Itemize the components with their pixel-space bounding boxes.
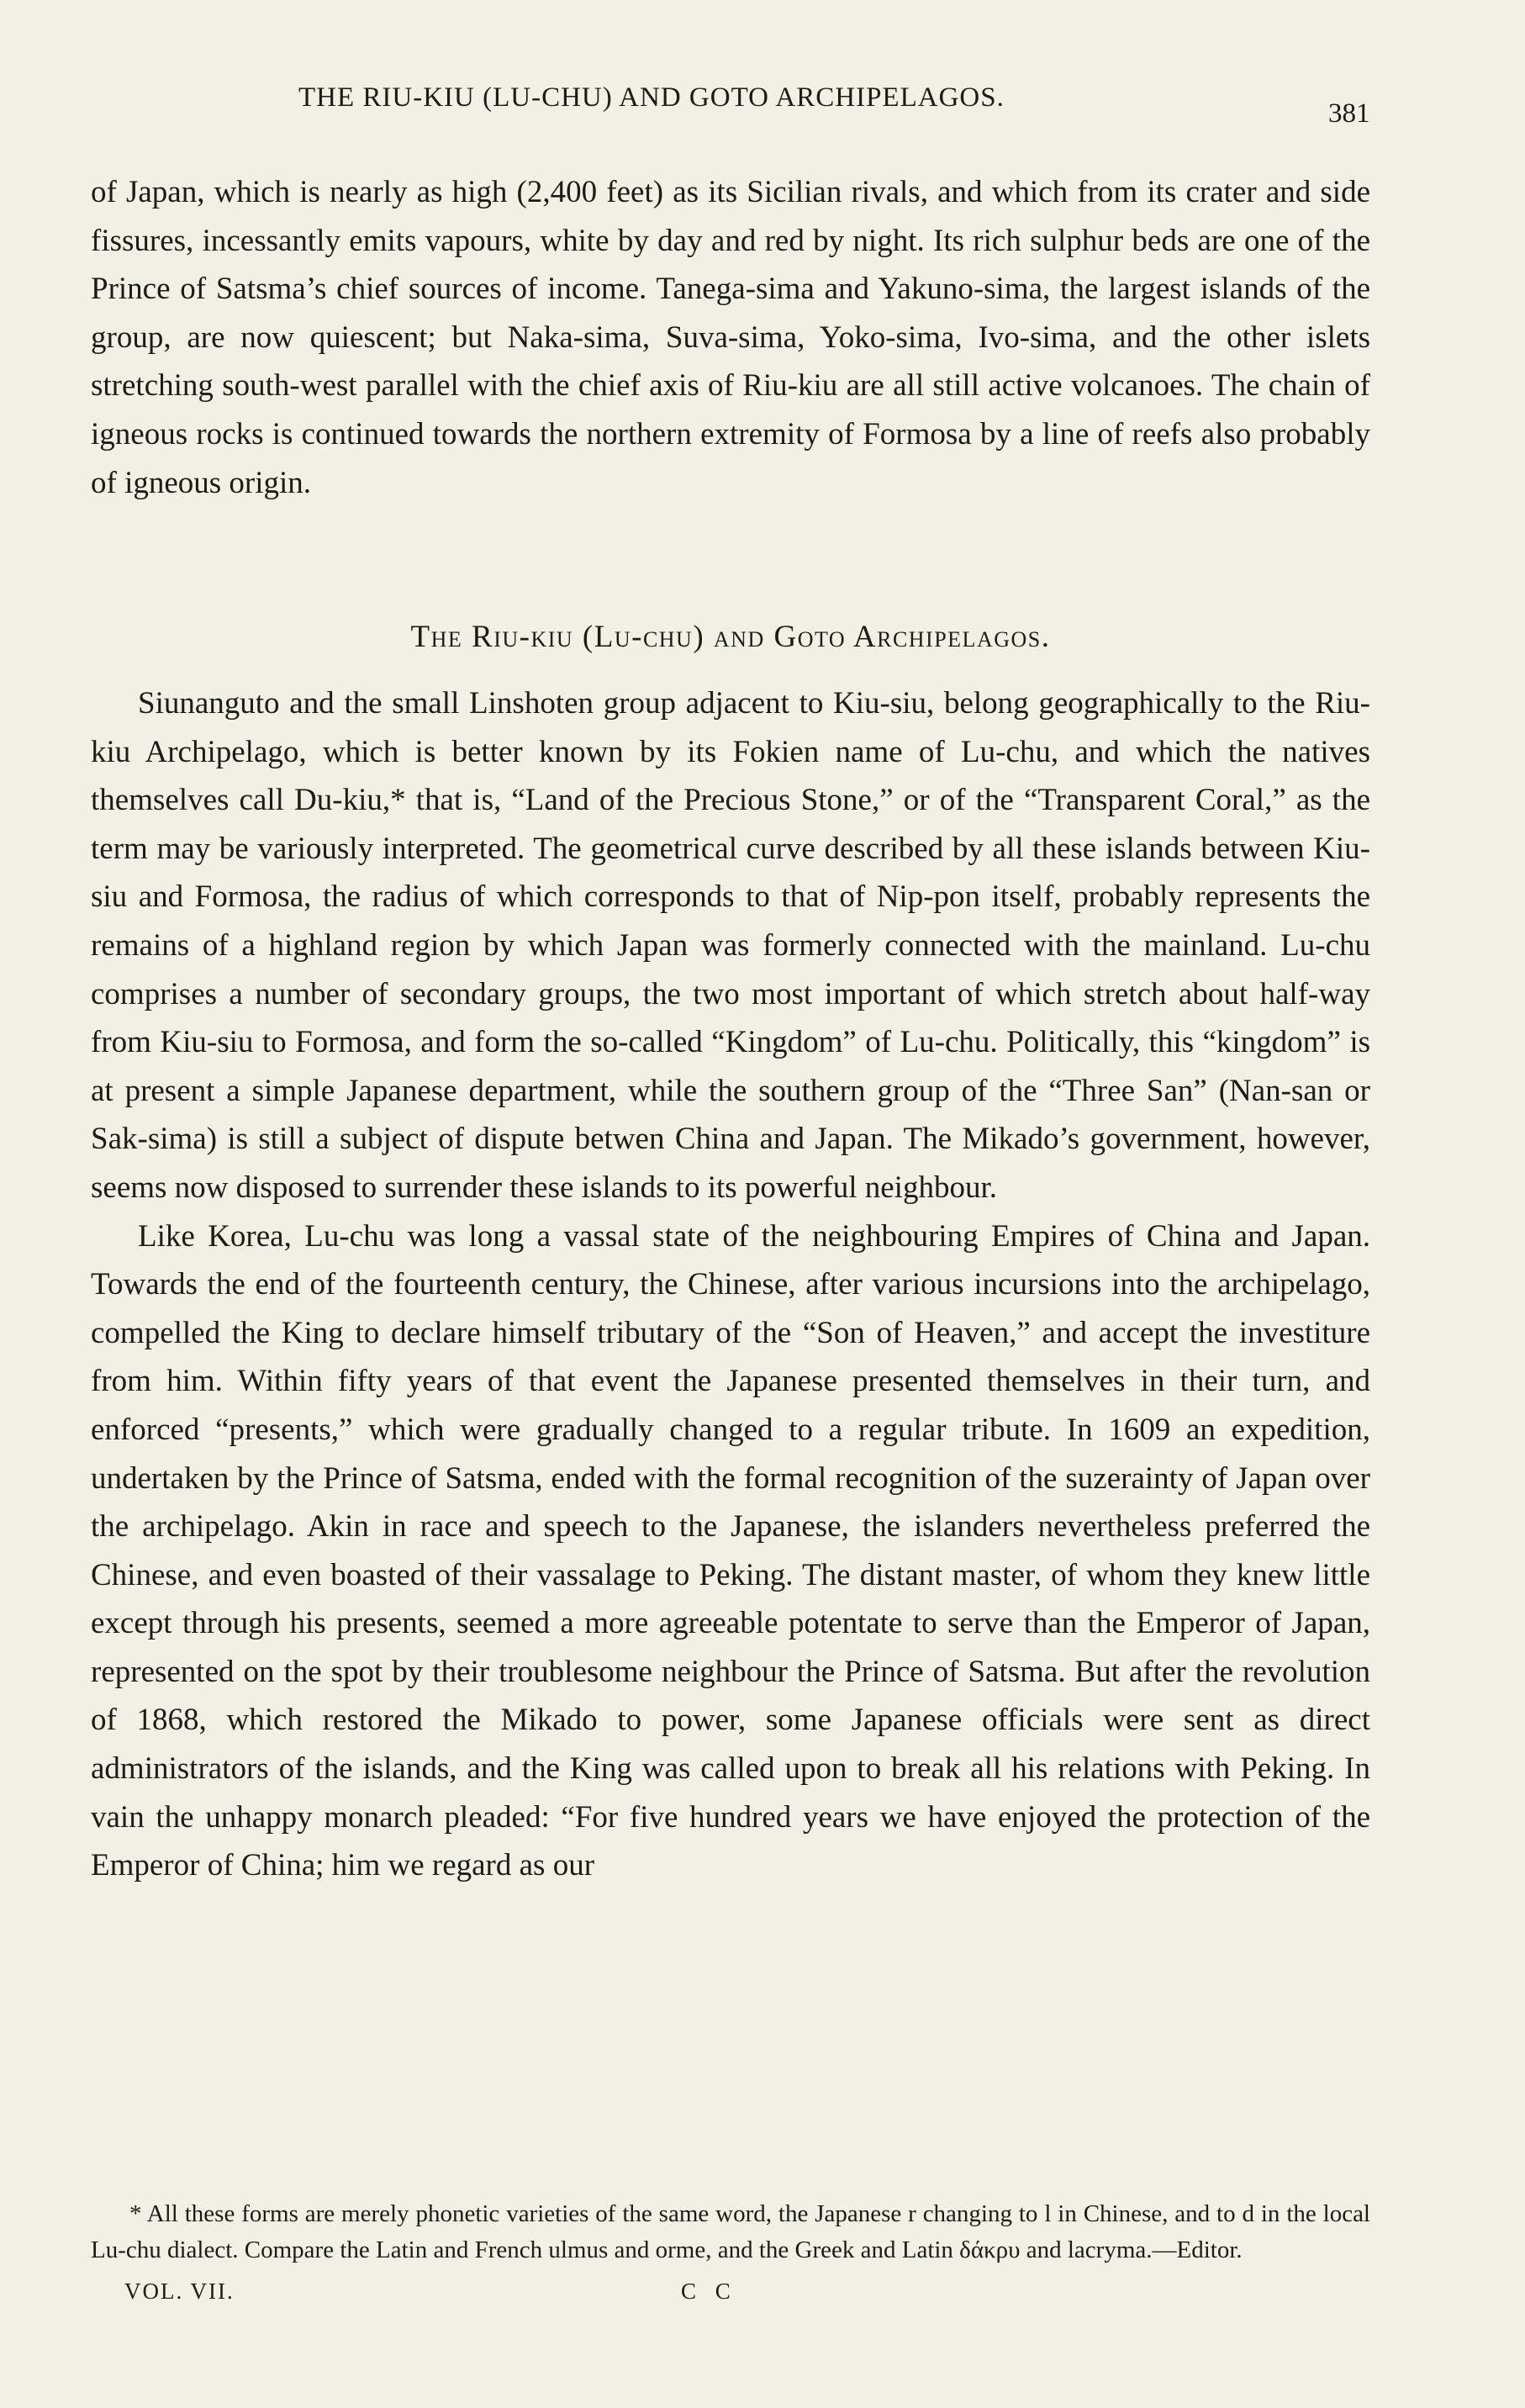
volume-signature: VOL. VII. (124, 2279, 235, 2304)
section-heading: The Riu-kiu (Lu-chu) and Goto Archipelagos. (410, 620, 1051, 654)
paragraph-2: Like Korea, Lu-chu was long a vassal state of the neighbouring Empires of China and Japan. Towards the end of the fourteenth century, the Chinese, after various incursions into the archipelago, compelled the King to declare himself tributary of the “Son of Heaven,” and accept the investiture from him. Within fifty years of that event the Japanese presented themselves in their turn, and enforced “presents,” which were gradually changed to a regular tribute. In 1609 an expedition, undertaken by the Prince of Satsma, ended with the formal recognition of the suzerainty of Japan over the archipelago. Akin in race and speech to the Japanese, the islanders nevertheless preferred the Chinese, and even boasted of their vassalage to Peking. The distant master, of whom they knew little except through his presents, seemed a more agreeable potentate to serve than the Emperor of Japan, represented on the spot by their troublesome neighbour the Prince of Satsma. But after the revolution of 1868, which restored the Mikado to power, some Japanese officials were sent as direct administrators of the islands, and the King was called upon to break all his relations with Peking. In vain the unhappy monarch pleaded: “For five hundred years we have enjoyed the protection of the Emperor of China; him we regard as our (91, 1218, 1370, 1883)
paragraph-1: Siunanguto and the small Linshoten group adjacent to Kiu-siu, belong geographically to the Riu-kiu Archipelago, which is better known by its Fokien name of Lu-chu, and which the natives themselves call Du-kiu,* that is, “Land of the Precious Stone,” or of the “Transparent Coral,” as the term may be variously interpreted. The geometrical curve described by all these islands between Kiu-siu and Formosa, the radius of which corresponds to that of Nip-pon itself, probably represents the remains of a highland region by which Japan was formerly connected with the mainland. Lu-chu comprises a number of secondary groups, the two most important of which stretch about half-way from Kiu-siu to Formosa, and form the so-called “Kingdom” of Lu-chu. Politically, this “kingdom” is at present a simple Japanese department, while the southern group of the “Three San” (Nan-san or Sak-sima) is still a subject of dispute betwen China and Japan. The Mikado’s government, however, seems now disposed to surrender these islands to its powerful neighbour. (91, 686, 1370, 1205)
gathering-mark: C C (681, 2279, 737, 2304)
page-number: 381 (1328, 98, 1370, 129)
main-text-block (91, 679, 1370, 1890)
footnote: * All these forms are merely phonetic varieties of the same word, the Japanese r changing to l in Chinese, and to d in the local Lu-chu dialect. Compare the Latin and French ulmus and orme, and the Greek and Latin δάκρυ and lacryma.—Editor. (91, 2200, 1370, 2263)
running-title: THE RIU-KIU (LU-CHU) AND GOTO ARCHIPELAGOS. (298, 82, 1005, 113)
continuation-text-block (91, 168, 1370, 507)
continuation-paragraph: of Japan, which is nearly as high (2,400 feet) as its Sicilian rivals, and which from its crater and side fissures, incessantly emits vapours, white by day and red by night. Its rich sulphur beds are one of the Prince of Satsma’s chief sources of income. Tanega-sima and Yakuno-sima, the largest islands of the group, are now quiescent; but Naka-sima, Suva-sima, Yoko-sima, Ivo-sima, and the other islets stretching south-west parallel with the chief axis of Riu-kiu are all still active volcanoes. The chain of igneous rocks is continued towards the northern extremity of Formosa by a line of reefs also probably of igneous origin. (91, 175, 1370, 500)
